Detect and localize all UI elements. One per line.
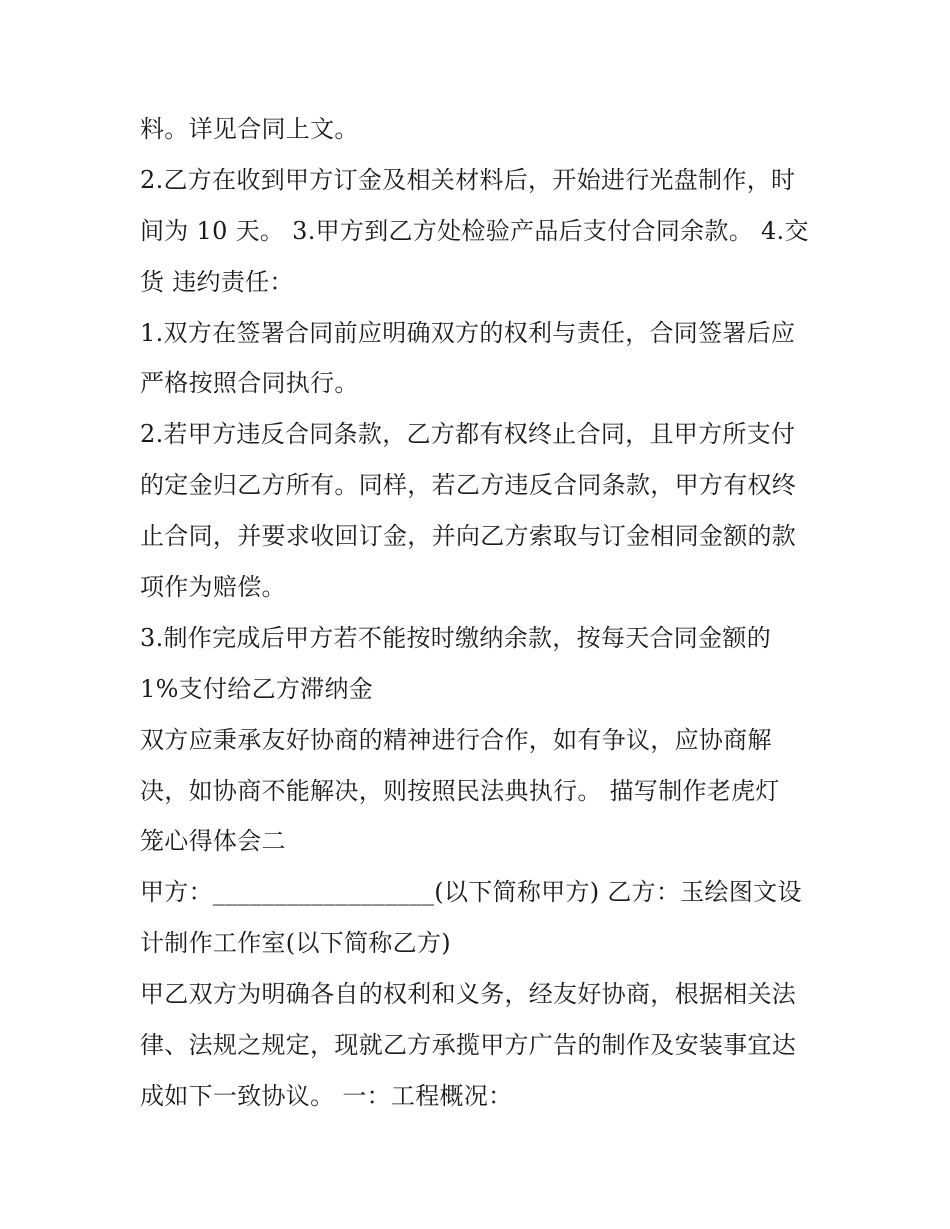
text-line: 2.乙方在收到甲方订金及相关材料后，开始进行光盘制作，时 <box>140 165 796 194</box>
text-line: 3.制作完成后甲方若不能按时缴纳余款，按每天合同金额的 <box>140 623 771 652</box>
text-line: 间为 10 天。 3.甲方到乙方处检验产品后支付合同余款。 4.交 <box>140 216 809 245</box>
text-line: 料。详见合同上文。 <box>140 115 359 143</box>
text-line: 的定金归乙方所有。同样，若乙方违反合同条款，甲方有权终 <box>140 471 797 500</box>
text-line: 决，如协商不能解决，则按照民法典执行。 描写制作老虎灯 <box>140 776 780 805</box>
text-line: 甲乙双方为明确各自的权利和义务，经友好协商，根据相关法 <box>140 980 797 1009</box>
text-line: 甲方：__________________(以下简称甲方) 乙方：玉绘图文设 <box>140 878 802 907</box>
text-line: 计制作工作室(以下简称乙方) <box>140 929 451 958</box>
text-line: 1.双方在签署合同前应明确双方的权利与责任，合同签署后应 <box>140 318 796 347</box>
text-line: 律、法规之规定，现就乙方承揽甲方广告的制作及安装事宜达 <box>140 1031 797 1060</box>
text-line: 笼心得体会二 <box>140 827 286 856</box>
document-body <box>140 104 820 1122</box>
text-line: 止合同，并要求收回订金，并向乙方索取与订金相同金额的款 <box>140 522 797 551</box>
text-line: 严格按照合同执行。 <box>140 369 359 398</box>
text-line: 成如下一致协议。 一：工程概况： <box>140 1081 513 1110</box>
text-line: 项作为赔偿。 <box>140 573 286 602</box>
text-line: 双方应秉承友好协商的精神进行合作，如有争议，应协商解 <box>140 725 772 754</box>
text-line: 货 违约责任： <box>140 267 294 296</box>
text-line: 1%支付给乙方滞纳金 <box>140 674 374 703</box>
text-line: 2.若甲方违反合同条款，乙方都有权终止合同，且甲方所支付 <box>140 420 796 449</box>
